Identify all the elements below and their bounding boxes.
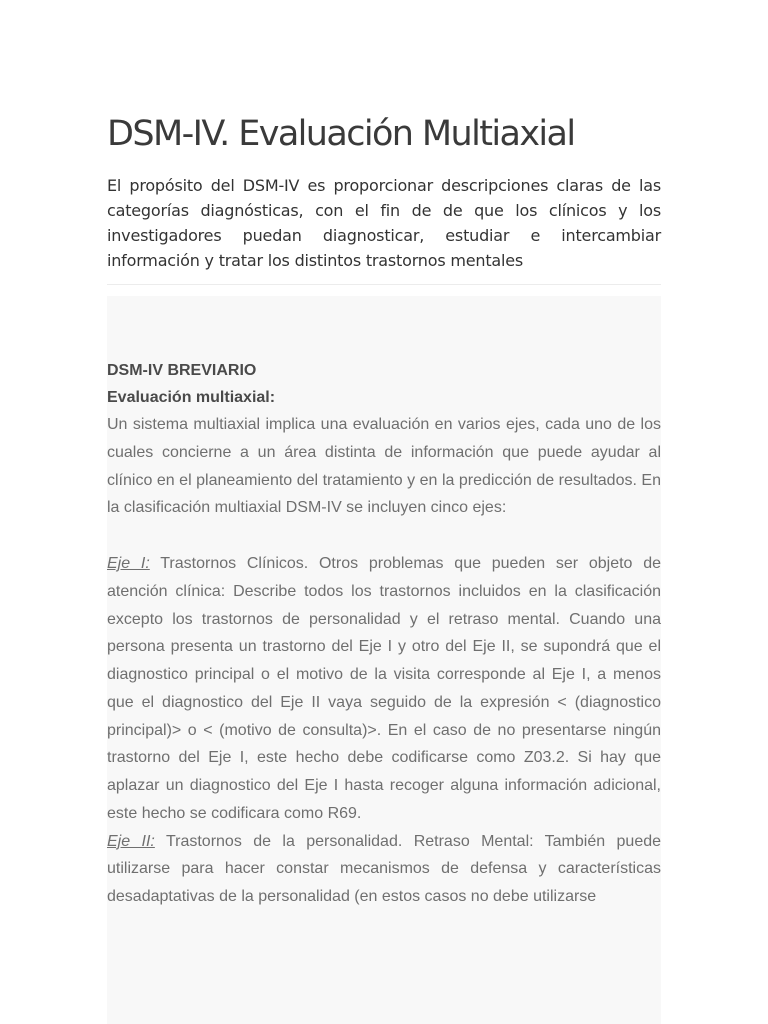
article-body xyxy=(107,357,661,911)
axis-1-label: Eje I: xyxy=(107,555,150,572)
axis-1-paragraph xyxy=(107,550,661,828)
subsection-heading: Evaluación multiaxial: xyxy=(107,389,276,406)
lead-paragraph: El propósito del DSM-IV es proporcionar descripciones claras de las categorías diagnósticas, con el fin de de que los clínicos y los investigadores puedan diagnosticar, estudiar e intercambiar información y tratar los distintos trastornos mentales xyxy=(107,176,661,270)
intro-paragraph: Un sistema multiaxial implica una evaluación en varios ejes, cada uno de los cuales concierne a un área distinta de información que puede ayudar al clínico en el planeamiento del tratamiento y en la predicción de resultados. En la clasificación multiaxial DSM-IV se incluyen cinco ejes: xyxy=(107,416,661,517)
axis-2-text: Trastornos de la personalidad. Retraso Mental: También puede utilizarse para hacer constar mecanismos de defensa y características desadaptativas de la personalidad (en estos casos no debe utilizarse xyxy=(107,832,662,905)
axis-1-text: Trastornos Clínicos. Otros problemas que pueden ser objeto de atención clínica: Describe todos los trastornos incluidos en la clasificación excepto los trastornos de personalidad y el retraso mental. Cuando una persona presenta un trastorno del Eje I y otro del Eje II, se supondrá que el diagnostico principal o el motivo de la visita corresponde al Eje I, a menos que el diagnostico del Eje II vaya seguido de la expresión < (diagnostico principal)> o < (motivo de consulta)>. En el caso de no presentarse ningún trastorno del Eje I, este hecho debe codificarse como Z03.2. Si hay que aplazar un diagnostico del Eje I hasta recoger alguna información adicional, este hecho se codificara como R69. xyxy=(107,555,662,822)
page-title: DSM-IV. Evaluación Multiaxial xyxy=(107,114,575,154)
paragraph-spacer xyxy=(107,522,661,550)
divider xyxy=(107,284,661,285)
axis-2-label: Eje II: xyxy=(107,832,155,850)
axis-2-paragraph xyxy=(107,828,661,911)
section-heading: DSM-IV BREVIARIO xyxy=(107,362,257,379)
